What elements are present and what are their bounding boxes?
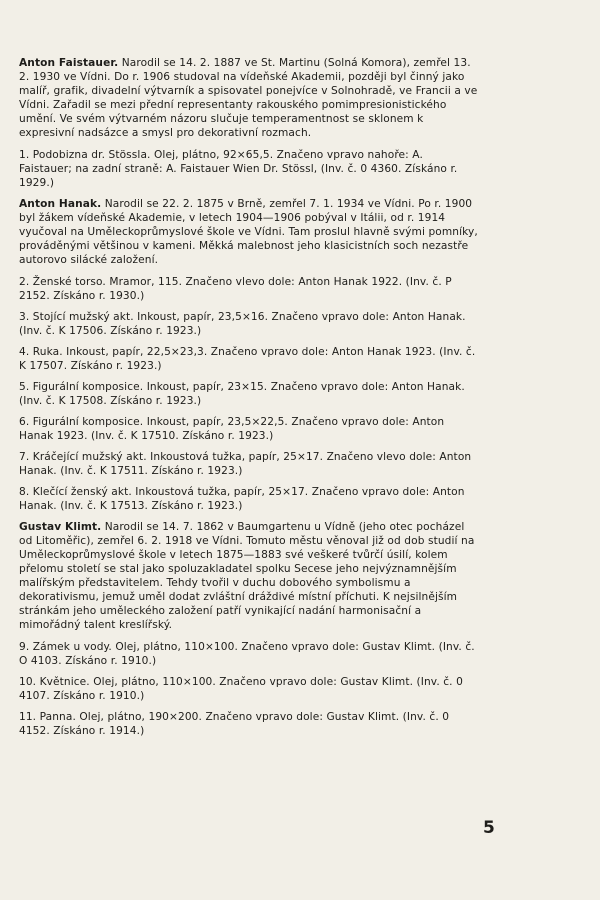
catalog-item: 2. Ženské torso. Mramor, 115. Značeno vlevo dole: Anton Hanak 1922. (Inv. č. P 2152. Získáno r. 1930.) — [19, 276, 452, 302]
catalog-text — [19, 56, 479, 745]
artist-entry-hanak — [19, 197, 479, 267]
artist-name: Anton Hanak. — [19, 198, 102, 210]
catalog-item: 11. Panna. Olej, plátno, 190×200. Značeno vpravo dole: Gustav Klimt. (Inv. č. 0 4152. Získáno r. 1914.) — [19, 711, 450, 737]
catalog-item: 4. Ruka. Inkoust, papír, 22,5×23,3. Značeno vpravo dole: Anton Hanak 1923. (Inv. č. K 17507. Získáno r. 1923.) — [19, 346, 476, 372]
artist-bio: Narodil se 22. 2. 1875 v Brně, zemřel 7. 1. 1934 ve Vídni. Po r. 1900 byl žákem vídeňské Akademie, v letech 1904—1906 pobýval v Itálii, od r. 1914 vyučoval na Uměleckoprůmyslové škole ve Vídni. Tam proslul hlavně svými pomníky, prováděnými většinou v kameni. Měkká malebnost jeho klasicistních soch nezastře autorovo silácké založení. — [19, 198, 478, 266]
artist-name: Gustav Klimt. — [19, 521, 102, 533]
page-number: 5 — [483, 818, 495, 838]
catalog-item: 1. Podobizna dr. Stössla. Olej, plátno, 92×65,5. Značeno vpravo nahoře: A. Faistauer; na zadní straně: A. Faistauer Wien Dr. Stössl, (Inv. č. 0 4360. Získáno r. 1929.) — [19, 149, 458, 189]
catalog-item: 9. Zámek u vody. Olej, plátno, 110×100. Značeno vpravo dole: Gustav Klimt. (Inv. č. O 4103. Získáno r. 1910.) — [19, 641, 475, 667]
catalog-item: 7. Kráčející mužský akt. Inkoustová tužka, papír, 25×17. Značeno vlevo dole: Anton Hanak. (Inv. č. K 17511. Získáno r. 1923.) — [19, 451, 472, 477]
catalog-item: 8. Klečící ženský akt. Inkoustová tužka, papír, 25×17. Značeno vpravo dole: Anton Hanak. (Inv. č. K 17513. Získáno r. 1923.) — [19, 486, 465, 512]
artist-bio: Narodil se 14. 7. 1862 v Baumgartenu u Vídně (jeho otec pocházel od Litoměřic), zemřel 6. 2. 1918 ve Vídni. Tomuto městu věnoval již od dob studií na Uměleckoprůmyslové škole v letech 1875—1883 své veškeré tvůrčí úsilí, kolem přelomu století se stal jako spoluzakladatel spolku Secese jeho nejvýznamnějším malířským představitelem. Tehdy tvořil v duchu dobového symbolismu a dekorativismu, jemuž uměl dodat zvláštní dráždivé místní příchuti. K nejsilnějším stránkám jeho uměleckého založení patří vynikající nadání harmonisační a mimořádný talent kreslířský. — [19, 521, 475, 631]
artist-entry-faistauer — [19, 56, 479, 140]
catalog-item: 3. Stojící mužský akt. Inkoust, papír, 23,5×16. Značeno vpravo dole: Anton Hanak. (Inv. č. K 17506. Získáno r. 1923.) — [19, 311, 466, 337]
artist-entry-klimt — [19, 520, 479, 632]
catalog-item: 10. Květnice. Olej, plátno, 110×100. Značeno vpravo dole: Gustav Klimt. (Inv. č. 0 4107. Získáno r. 1910.) — [19, 676, 463, 702]
artist-bio: Narodil se 14. 2. 1887 ve St. Martinu (Solná Komora), zemřel 13. 2. 1930 ve Vídni. Do r. 1906 studoval na vídeňské Akademii, později byl činný jako malíř, grafik, divadelní výtvarník a spisovatel ponejvíce v Solnohradě, ve Francii a ve Vídni. Zařadil se mezi přední representanty rakouského pomimpresionistického umění. Ve svém výtvarném názoru slučuje temperamentnost se sklonem k expresivní nadsázce a smysl pro dekorativní rozmach. — [19, 57, 478, 139]
artist-name: Anton Faistauer. — [19, 57, 119, 69]
catalog-item: 5. Figurální komposice. Inkoust, papír, 23×15. Značeno vpravo dole: Anton Hanak. (Inv. č. K 17508. Získáno r. 1923.) — [19, 381, 465, 407]
catalog-item: 6. Figurální komposice. Inkoust, papír, 23,5×22,5. Značeno vpravo dole: Anton Hanak 1923. (Inv. č. K 17510. Získáno r. 1923.) — [19, 416, 445, 442]
